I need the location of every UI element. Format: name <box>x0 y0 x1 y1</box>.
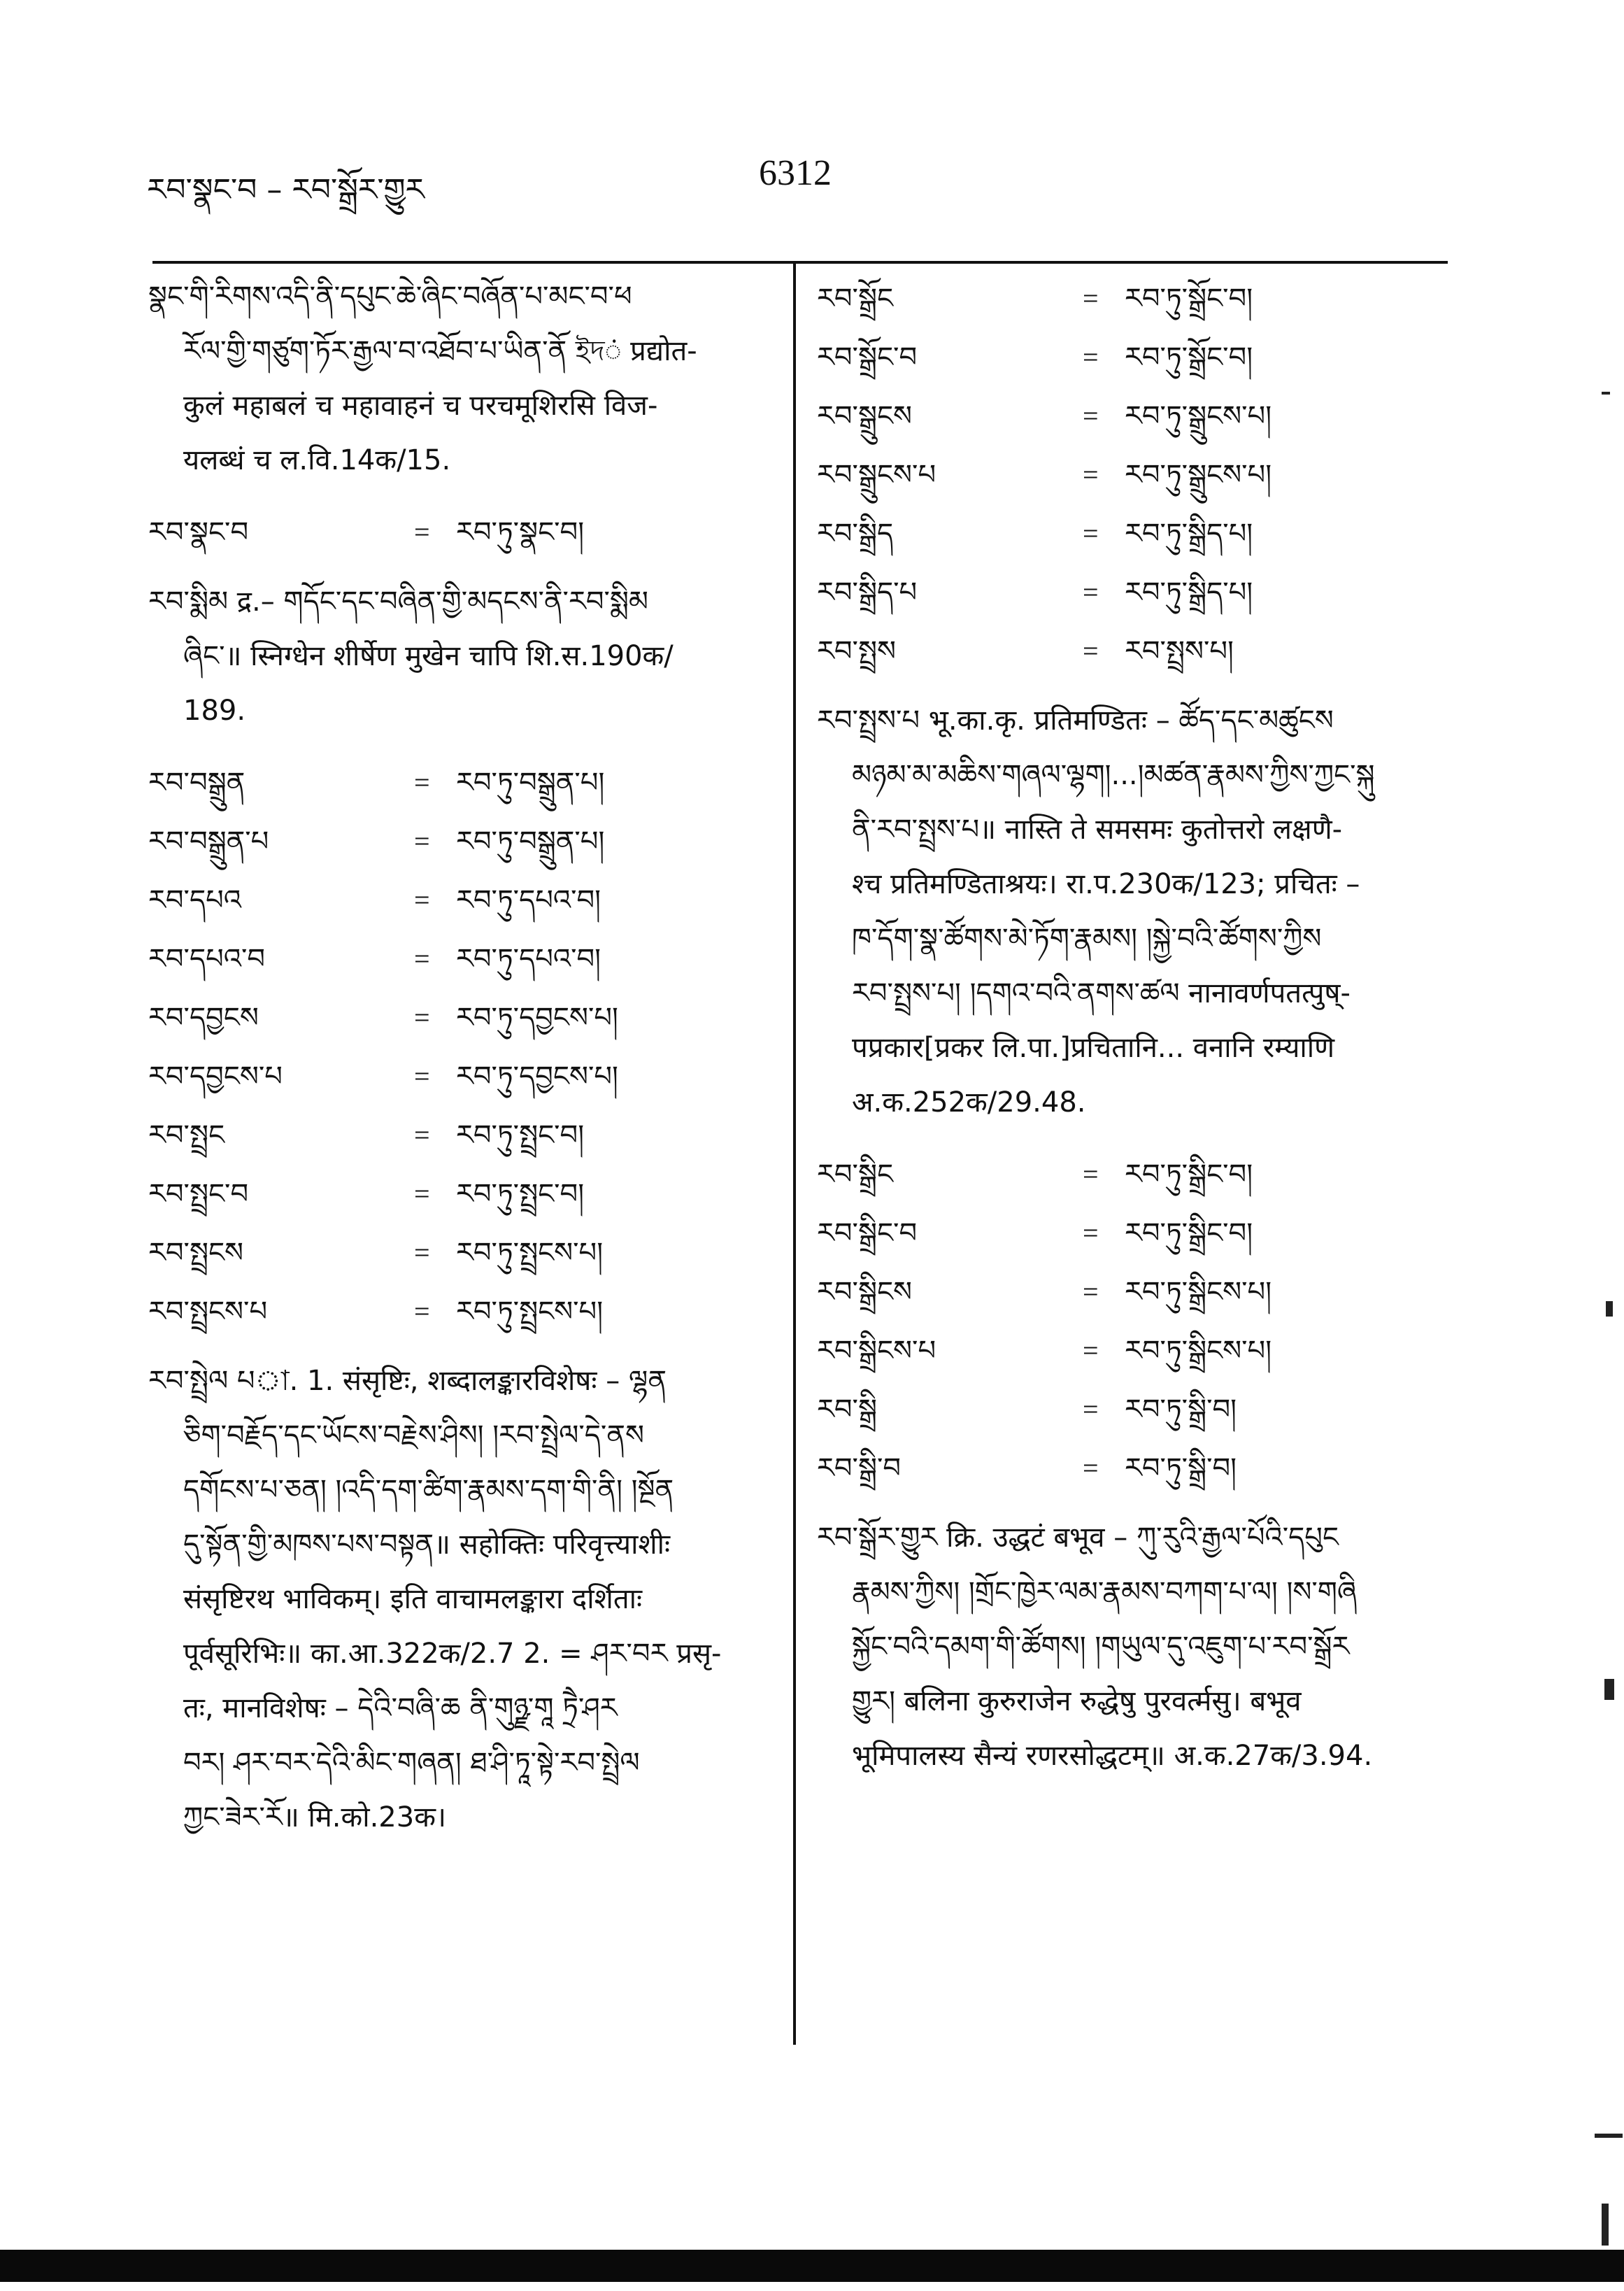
reference-target: རབ་ཏུ་སྤྲངས་པ། <box>456 1237 604 1269</box>
entry-line: भूमिपालस्य सैन्यं रणरसोद्धटम्॥ अ.क.27क/3.94. <box>852 1740 1373 1772</box>
equals-sign: = <box>414 825 430 857</box>
entry-line: पप्रकार[प्रकर लि.पा.]प्रचितानि... वनानि रम्याणि <box>852 1032 1335 1064</box>
scan-mark <box>1604 1679 1614 1700</box>
cross-reference-row <box>817 387 1446 446</box>
reference-target: རབ་ཏུ་སྒྲིད་པ། <box>1125 576 1253 609</box>
page-number: 6312 <box>759 153 832 193</box>
headword: རབ་དཔའ <box>148 884 241 916</box>
entry-line: རབ་སྨིམ द्र.– གདོང་དང་བཞིན་གྱི་མདངས་ནི་རབ་སྨིམ <box>148 586 648 618</box>
entry-line: གྱུར། बलिना कुरुराजेन रुद्धेषु पुरवर्त्मसु। बभूव <box>852 1685 1302 1717</box>
headword: རབ་སྤྲངས <box>148 1237 244 1269</box>
headword: རབ་བསྒྲུན <box>148 767 245 799</box>
column-divider <box>793 261 796 2045</box>
cross-reference-row <box>148 1106 774 1165</box>
cross-reference-row <box>148 988 774 1047</box>
cross-reference-row <box>148 930 774 988</box>
reference-target: རབ་ཏུ་བསྒྲུན་པ། <box>456 767 605 799</box>
reference-target: རབ་ཏུ་སྣང་བ། <box>456 516 585 548</box>
headword: རབ་སྒྲིངས་པ <box>817 1335 936 1367</box>
reference-target: རབ་ཏུ་སྒྲོང་བ། <box>1125 283 1253 315</box>
equals-sign: = <box>414 767 430 798</box>
equals-sign: = <box>414 1002 430 1033</box>
headword: རབ་དབྱངས <box>148 1002 259 1034</box>
entry-line: རབ་སྤྲས་པ भू.का.कृ. प्रतिमण्डितः – ཚོད་དང་མཚུངས <box>817 704 1334 737</box>
reference-target: རབ་ཏུ་དབྱངས་པ། <box>456 1061 618 1093</box>
equals-sign: = <box>414 1178 430 1210</box>
equals-sign: = <box>1083 459 1099 490</box>
equals-sign: = <box>1083 635 1099 667</box>
equals-sign: = <box>1083 1276 1099 1307</box>
cross-reference-row <box>817 622 1446 681</box>
equals-sign: = <box>414 1237 430 1268</box>
cross-reference-list <box>817 1145 1446 1498</box>
entry-line: पूर्वसूरिभिः॥ का.आ.322क/2.7 2. = ཤར་བར प्रसृ- <box>183 1638 722 1670</box>
entry-line: श्च प्रतिमण्डिताश्रयः। रा.प.230क/123; प्रचितः – <box>852 868 1360 900</box>
reference-target: རབ་ཏུ་དབྱངས་པ། <box>456 1002 618 1034</box>
headword: རབ་སྒྲོང་བ <box>817 341 918 374</box>
equals-sign: = <box>1083 400 1099 432</box>
cross-reference-row <box>817 1204 1446 1263</box>
reference-target: རབ་ཏུ་སྤྲངས་པ། <box>456 1296 604 1328</box>
entry-line: ཞིང་॥ स्निग्धेन शीर्षेण मुखेन चापि शि.स.190क/ <box>183 640 674 672</box>
entry-sprel <box>148 1354 774 1845</box>
entry-line: संसृष्टिरथ भाविकम्। इति वाचामलङ्कारा दर्शिताः <box>183 1583 643 1615</box>
reference-target: རབ་སྤྲས་པ། <box>1125 635 1234 667</box>
equals-sign: = <box>414 1119 430 1151</box>
cross-reference-list <box>148 753 774 1341</box>
left-column <box>148 269 774 1860</box>
reference-target: རབ་ཏུ་དཔའ་བ། <box>456 943 601 975</box>
reference-target: རབ་ཏུ་སྒྲིད་པ། <box>1125 518 1253 550</box>
headword: རབ་སྒྲིད་པ <box>817 576 918 609</box>
equals-sign: = <box>1083 341 1099 373</box>
headword: རབ་སྒྲིང <box>817 1158 894 1191</box>
headword: རབ་སྤྲས <box>817 635 896 667</box>
equals-sign: = <box>1083 1393 1099 1425</box>
cross-reference-row <box>148 1165 774 1223</box>
scan-mark <box>1602 392 1610 395</box>
reference-target: རབ་ཏུ་སྒྲིང་བ། <box>1125 1158 1253 1191</box>
headword: རབ་སྒྲི་བ <box>817 1452 901 1484</box>
reference-target: རབ་ཏུ་སྒྲིང་བ། <box>1125 1217 1253 1249</box>
bottom-scan-edge <box>0 2250 1624 2282</box>
headword: རབ་བསྒྲུན་པ <box>148 825 269 858</box>
cross-reference-row <box>817 269 1446 328</box>
entry-spras <box>817 693 1446 1130</box>
equals-sign: = <box>414 1061 430 1092</box>
scan-mark <box>1602 2204 1609 2246</box>
entry-line: तः, मानविशेषः – དེའི་བཞི་ཆ ནི་གུཉྫ་གཱ ཏྲཻ་ཤར <box>183 1692 618 1724</box>
headword: རབ་སྒྲིང་བ <box>817 1217 918 1249</box>
reference-target: རབ་ཏུ་སྒྲི་བ། <box>1125 1393 1237 1426</box>
entry-line: ཁ་དོག་སྣ་ཚོགས་མེ་ཏོག་རྣམས། །སྐྱེ་བའི་ཚོགས་ཀྱིས <box>852 923 1322 955</box>
entry-line: སྣང་གི་རིགས་འདི་ནི་དཔུང་ཆེ་ཞིང་བཞོན་པ་མང་བ་ཕ <box>148 281 632 313</box>
equals-sign: = <box>1083 576 1099 608</box>
headword: རབ་སྒྲི <box>817 1393 877 1426</box>
headword: རབ་སྒྲུངས་པ <box>817 459 936 491</box>
reference-target: རབ་ཏུ་སྒྲིངས་པ། <box>1125 1335 1272 1367</box>
cross-reference-row <box>148 1282 774 1341</box>
headword: རབ་སྒྲིངས <box>817 1276 913 1308</box>
cross-reference-row <box>148 503 774 562</box>
entry-line: དུ་སྟོན་གྱི་མཁས་པས་བསྟན॥ सहोक्तिः परिवृत्त्याशीः <box>183 1528 671 1561</box>
cross-reference-row <box>148 1047 774 1106</box>
reference-target: རབ་ཏུ་སྒྲུངས་པ། <box>1125 459 1272 491</box>
headword: རབ་སྤྲངས་པ <box>148 1296 268 1328</box>
headword: རབ་སྤྲང་བ <box>148 1178 249 1210</box>
entry-line: རབ་སྒྲོར་གྱུར क्रि. उद्धटं बभूव – ཀུ་རུའི་རྒྱལ་པོའི་དཔུང <box>817 1522 1339 1554</box>
cross-reference-row <box>817 563 1446 622</box>
cross-reference-row <box>817 1380 1446 1439</box>
headword: རབ་དབྱངས་པ <box>148 1061 283 1093</box>
headword: རབ་དཔའ་བ <box>148 943 265 975</box>
cross-reference-row <box>817 1145 1446 1204</box>
headword: རབ་སྣང་བ <box>148 516 249 548</box>
entry-line: ནི་རབ་སྤྲས་པ॥ नास्ति ते समसमः कुतोत्तरो लक्षणै- <box>852 814 1343 846</box>
headword: རབ་སྒྲིད <box>817 518 894 550</box>
cross-reference-row <box>817 504 1446 563</box>
reference-target: རབ་ཏུ་དཔའ་བ། <box>456 884 601 916</box>
entry-line: རོལ་གྱི་གཙུག་ཏོར་རྒྱལ་བ་འཐོབ་པ་ཡིན་ནོ ইদं प्रद्योत- <box>183 335 697 367</box>
cross-reference-row <box>817 328 1446 387</box>
cross-reference-row <box>817 1439 1446 1498</box>
right-column <box>817 269 1446 1799</box>
entry-line: यलब्धं च ल.वि.14क/15. <box>183 444 451 476</box>
intro-entry <box>148 269 774 488</box>
headword: རབ་སྤྲང <box>148 1119 225 1151</box>
cross-reference-row <box>148 871 774 930</box>
reference-target: རབ་ཏུ་བསྒྲུན་པ། <box>456 825 605 858</box>
entry-line: དགོངས་པ་ཅན། །འདི་དག་ཚིག་རྣམས་དག་གི་ནི། །སྔོན <box>183 1474 674 1506</box>
equals-sign: = <box>414 516 430 548</box>
equals-sign: = <box>414 1296 430 1327</box>
entry-line: ཀྱང་ཟེར་རོ॥ मि.को.23क। <box>183 1801 447 1833</box>
equals-sign: = <box>414 884 430 916</box>
entry-line: རབ་སྤྲས་པ། །དགའ་བའི་ནགས་ཚལ नानावर्णपतत्पुष्- <box>852 977 1351 1009</box>
scan-mark <box>1595 2134 1623 2138</box>
running-header: རབ་སྣང་བ – རབ་སྒྲོར་གྱུར <box>147 172 425 208</box>
reference-target: རབ་ཏུ་སྒྲི་བ། <box>1125 1452 1237 1484</box>
reference-target: རབ་ཏུ་སྒྲོང་བ། <box>1125 341 1253 374</box>
reference-target: རབ་ཏུ་སྤྲང་བ། <box>456 1178 585 1210</box>
entry-line: སྐྱོང་བའི་དམག་གི་ཚོགས། །གཡུལ་དུ་འཇུག་པ་རབ་སྒྲོར <box>852 1631 1350 1663</box>
entry-line: अ.क.252क/29.48. <box>852 1086 1086 1119</box>
headword: རབ་སྒྲུངས <box>817 400 913 432</box>
entry-sgror <box>817 1510 1446 1783</box>
reference-target: རབ་ཏུ་སྤྲང་བ། <box>456 1119 585 1151</box>
equals-sign: = <box>1083 1158 1099 1190</box>
headword: རབ་སྒྲོང <box>817 283 894 315</box>
equals-sign: = <box>1083 518 1099 549</box>
equals-sign: = <box>1083 1335 1099 1366</box>
entry-line: ཅིག་བརྗོད་དང་ཡོངས་བརྗེས་ཤིས། །རབ་སྤྲེལ་དེ་ནས <box>183 1419 644 1452</box>
equals-sign: = <box>1083 1217 1099 1249</box>
equals-sign: = <box>414 943 430 974</box>
equals-sign: = <box>1083 1452 1099 1484</box>
reference-target: རབ་ཏུ་སྒྲིངས་པ། <box>1125 1276 1272 1308</box>
cross-reference-list <box>817 269 1446 681</box>
equals-sign: = <box>1083 283 1099 314</box>
cross-reference-row <box>148 753 774 812</box>
entry-line: བར། ཤར་བར་དེའི་མིང་གཞན། ཐ་ཤི་ཏཱ་སྟེ་རབ་སྤྲེལ <box>183 1747 640 1779</box>
entry-line: རབ་སྤྲེལ པা. 1. संसृष्टिः, शब्दालङ्कारविशेषः – ལྷན <box>148 1365 667 1397</box>
entry-line: 189. <box>183 695 246 727</box>
entry-line: कुलं महाबलं च महावाहनं च परचमूशिरसि विज- <box>183 390 658 422</box>
top-rule <box>152 261 1448 264</box>
cross-reference-row <box>817 1321 1446 1380</box>
entry-smin <box>148 574 774 738</box>
cross-reference-row <box>148 812 774 871</box>
entry-line: རྣམས་ཀྱིས། །གྲོང་ཁྱེར་ལམ་རྣམས་བཀག་པ་ལ། །ས་གཞི <box>852 1576 1357 1608</box>
cross-reference-list <box>148 503 774 562</box>
cross-reference-row <box>817 1263 1446 1321</box>
cross-reference-row <box>817 446 1446 504</box>
cross-reference-row <box>148 1223 774 1282</box>
scan-mark <box>1606 1301 1613 1317</box>
entry-line: མཉམ་མ་མཆིས་གཞལ་ལྷག།...།མཚན་རྣམས་ཀྱིས་ཀྱང་སྐུ <box>852 759 1375 791</box>
reference-target: རབ་ཏུ་སྒྲུངས་པ། <box>1125 400 1272 432</box>
